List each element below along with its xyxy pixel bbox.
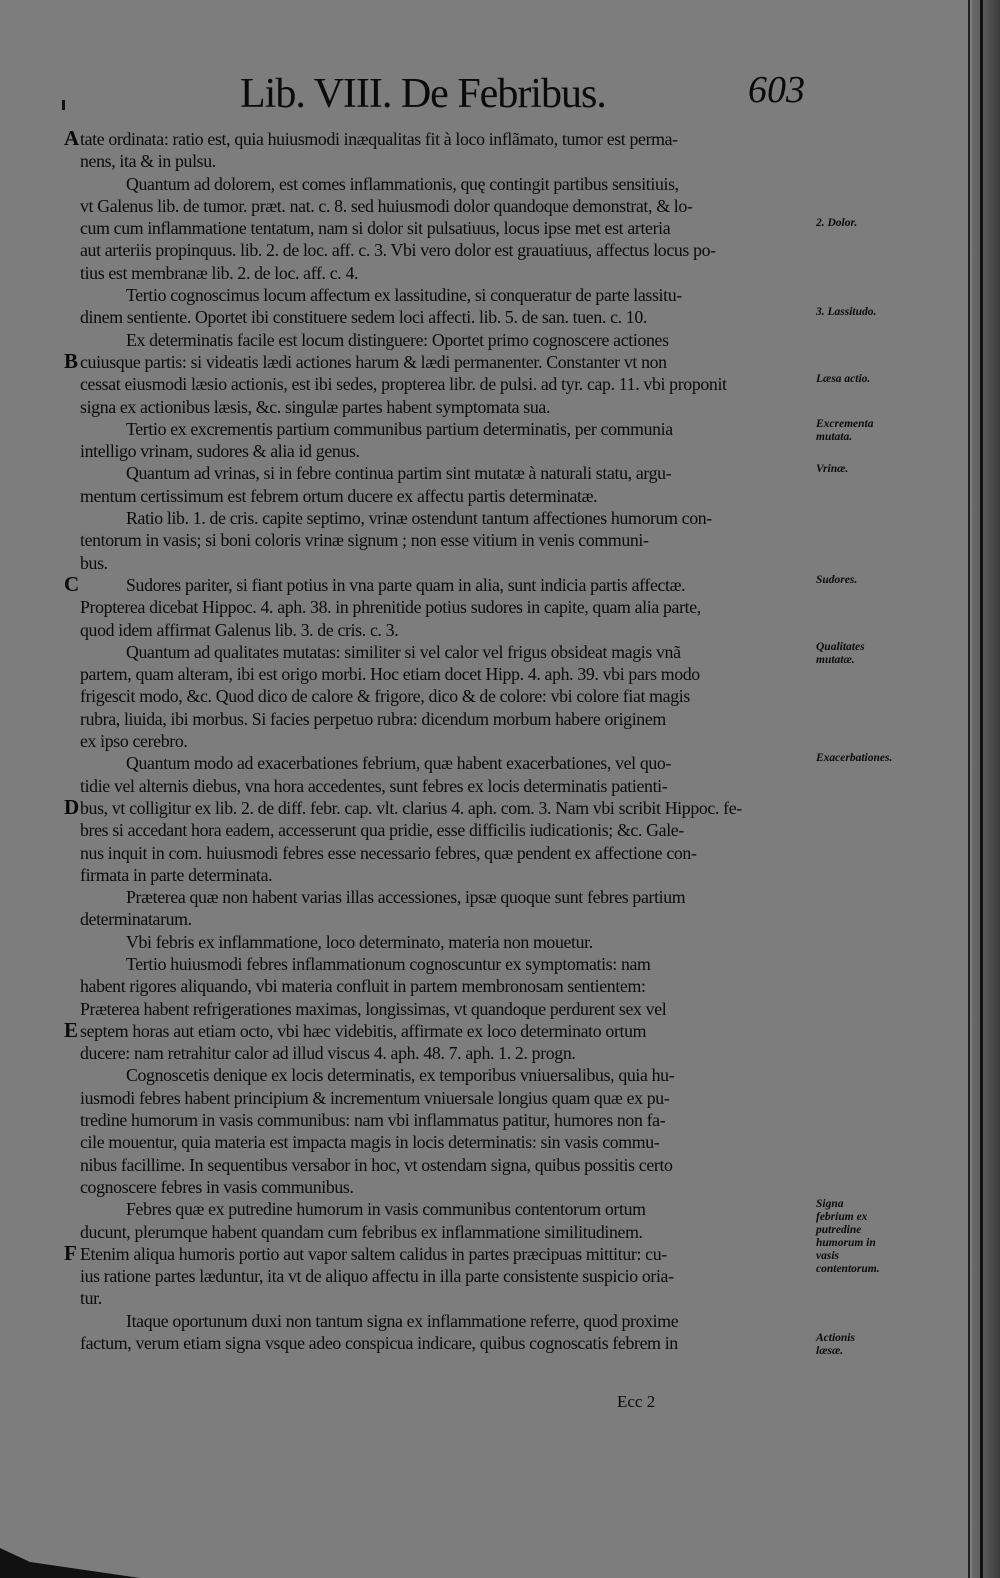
margin-note: Actionis læsæ. xyxy=(816,1332,855,1358)
text-line: Quantum ad vrinas, si in febre continua partim sint mutatæ à naturali statu, argu- xyxy=(126,463,672,484)
text-line: Præterea quæ non habent varias illas accessiones, ipsæ quoque sunt febres partium xyxy=(126,887,686,908)
text-line: Etenim aliqua humoris portio aut vapor saltem calidus in partes præcipuas mittitur: cu- xyxy=(80,1243,667,1264)
section-letter: D xyxy=(64,795,80,819)
text-line: habent rigores aliquando, vbi materia confluit in partem membronosam sentientem: xyxy=(80,976,646,997)
text-line: Tertio ex excrementis partium communibus partium determinatis, per communia xyxy=(126,418,673,439)
section-letter: A xyxy=(64,126,80,150)
text-line: cum cum inflammatione tentatum, nam si dolor sit pulsatiuus, locus ipse met est arteria xyxy=(80,218,671,239)
text-line: Vbi febris ex inflammatione, loco determinato, materia non mouetur. xyxy=(126,931,593,952)
margin-note: Qualitates mutatæ. xyxy=(816,640,865,666)
text-line: cessat eiusmodi læsio actionis, est ibi sedes, propterea libr. de pulsi. ad tyr. cap. 11. vbi proponit xyxy=(80,374,727,395)
text-line: cuiusque partis: si videatis lædi actiones harum & lædi permanenter. Constanter vt non xyxy=(80,351,667,372)
text-line: tidie vel alternis diebus, vna hora accedentes, sunt febres ex locis determinatis patienti- xyxy=(80,775,668,796)
margin-note: 3. Lassitudo. xyxy=(816,306,877,319)
text-line: tredine humorum in vasis communibus: nam vbi inflammatus patitur, humores non fa- xyxy=(80,1110,666,1131)
running-title: Lib. VIII. De Febribus. xyxy=(240,71,606,117)
text-line: Præterea habent refrigerationes maximas, longissimas, vt quandoque perdurent sex vel xyxy=(80,998,667,1019)
text-line: quod idem affirmat Galenus lib. 3. de cris. c. 3. xyxy=(80,619,399,640)
body-text xyxy=(80,128,825,1354)
text-line: aut arteriis propinquus. lib. 2. de loc. aff. c. 3. Vbi vero dolor est grauatiuus, affectus locus po- xyxy=(80,240,716,261)
text-line: ducere: nam retrahitur calor ad illud viscus 4. aph. 48. 7. aph. 1. 2. progn. xyxy=(80,1043,576,1064)
text-line: nibus facillime. In sequentibus versabor in hoc, vt ostendam signa, quibus possitis certo xyxy=(80,1154,673,1175)
section-letter: F xyxy=(64,1241,77,1265)
text-line: cognoscere febres in vasis communibus. xyxy=(80,1176,354,1197)
text-line: Cognoscetis denique ex locis determinatis, ex temporibus vniuersalibus, quia hu- xyxy=(126,1065,675,1086)
text-line: tur. xyxy=(80,1288,102,1309)
text-line: ius ratione partes læduntur, ita vt de aliquo affectu in illa parte consistente suspicio oria- xyxy=(80,1266,674,1287)
page-number: 603 xyxy=(748,69,805,111)
text-line: signa ex actionibus læsis, &c. singulæ partes habent symptomata sua. xyxy=(80,396,551,417)
margin-note: Sudores. xyxy=(816,574,858,586)
catchword: Ecc 2 xyxy=(617,1392,656,1411)
text-line: Sudores pariter, si fiant potius in vna parte quam in alia, sunt indicia partis affectæ. xyxy=(126,574,686,595)
margin-note: 2. Dolor. xyxy=(816,217,858,230)
text-line: frigescit modo, &c. Quod dico de calore & frigore, dico & de colore: vbi colore fiat magis xyxy=(80,686,690,707)
text-line: Ratio lib. 1. de cris. capite septimo, vrinæ ostendunt tantum affectiones humorum con- xyxy=(126,508,712,529)
section-letter: C xyxy=(64,572,80,596)
text-line: Quantum modo ad exacerbationes febrium, quæ habent exacerbationes, vel quo- xyxy=(126,753,672,774)
text-line: Ex determinatis facile est locum distinguere: Oportet primo cognoscere actiones xyxy=(126,329,669,350)
text-line: Quantum ad qualitates mutatas: similiter si vel calor vel frigus obsideat magis vnã xyxy=(126,641,681,662)
text-line: partem, quam alteram, ibi est origo morbi. Hoc etiam docet Hipp. 4. aph. 39. vbi pars modo xyxy=(80,664,700,685)
text-line: nus inquit in com. huiusmodi febres esse necessario febres, quæ pendent ex affectione con- xyxy=(80,842,697,863)
section-letter: E xyxy=(64,1018,79,1042)
text-line: bus, vt colligitur ex lib. 2. de diff. febr. cap. vlt. clarius 4. aph. com. 3. Nam vbi scribit Hippoc. fe- xyxy=(80,797,742,818)
margin-note: Excrementa mutata. xyxy=(816,417,874,443)
text-line: ex ipso cerebro. xyxy=(80,731,188,752)
text-line: tius est membranæ lib. 2. de loc. aff. c. 4. xyxy=(80,262,359,283)
text-line: vt Galenus lib. de tumor. præt. nat. c. 8. sed huiusmodi dolor quandoque demonstrat, & lo- xyxy=(80,195,693,216)
text-line: cile mouentur, quia materia est impacta magis in locis determinatis: sin vasis commu- xyxy=(80,1132,660,1153)
text-line: Febres quæ ex putredine humorum in vasis communibus contentorum ortum xyxy=(126,1199,646,1220)
text-line: iusmodi febres habent principium & incrementum vniuersale longius quam quæ ex pu- xyxy=(80,1087,670,1108)
text-line: nens, ita & in pulsu. xyxy=(80,151,216,172)
text-line: tentorum in vasis; si boni coloris vrinæ signum ; non esse vitium in venis communi- xyxy=(80,530,649,551)
text-line: Propterea dicebat Hippoc. 4. aph. 38. in phrenitide potius sudores in capite, quam alia parte, xyxy=(80,597,701,618)
page-corner-shadow xyxy=(0,1540,140,1578)
text-line: firmata in parte determinata. xyxy=(80,864,273,885)
margin-note: Exacerbationes. xyxy=(816,752,893,765)
text-line: Tertio cognoscimus locum affectum ex lassitudine, si conqueratur de parte lassitu- xyxy=(126,285,682,306)
text-line: Quantum ad dolorem, est comes inflammationis, quę contingit partibus sensitiuis, xyxy=(126,173,679,194)
section-letter: B xyxy=(64,349,79,373)
text-line: factum, verum etiam signa vsque adeo conspicua indicare, quibus cognoscatis febrem in xyxy=(80,1333,678,1354)
printer-mark xyxy=(62,100,65,110)
spine-edge xyxy=(980,0,983,1578)
text-line: tate ordinata: ratio est, quia huiusmodi inæqualitas fit à loco inflãmato, tumor est perma- xyxy=(80,129,678,149)
text-line: bus. xyxy=(80,552,108,573)
text-line: dinem sentiente. Oportet ibi constituere sedem loci affecti. lib. 5. de san. tuen. c. 10. xyxy=(80,307,647,328)
page-header xyxy=(230,70,820,120)
text-line: rubra, liuida, ibi morbus. Si facies perpetuo rubra: dicendum morbum habere originem xyxy=(80,708,666,729)
text-line: bres si accedant hora eadem, accesserunt qua pridie, esse difficilis iudicationis; &c. Gale- xyxy=(80,820,684,841)
book-spine xyxy=(972,0,1000,1578)
margin-note: Signa febrium ex putredine humorum in vasis contentorum. xyxy=(816,1198,880,1276)
gutter-shadow xyxy=(968,0,970,1578)
margin-note: Vrinæ. xyxy=(816,462,849,475)
text-line: mentum certissimum est febrem ortum ducere ex affectu partis determinatæ. xyxy=(80,485,598,506)
margin-note: Læsa actio. xyxy=(816,373,871,386)
text-line: intelligo vrinam, sudores & alia id genus. xyxy=(80,441,360,462)
text-line: septem horas aut etiam octo, vbi hæc videbitis, affirmate ex loco determinato ortum xyxy=(80,1020,647,1041)
text-line: Itaque oportunum duxi non tantum signa ex inflammatione referre, quod proxime xyxy=(126,1310,679,1331)
text-line: ducunt, plerumque habent quandam cum febribus ex inflammatione similitudinem. xyxy=(80,1221,643,1242)
text-line: Tertio huiusmodi febres inflammationum cognoscuntur ex symptomatis: nam xyxy=(126,953,651,974)
text-line: determinatarum. xyxy=(80,909,192,930)
